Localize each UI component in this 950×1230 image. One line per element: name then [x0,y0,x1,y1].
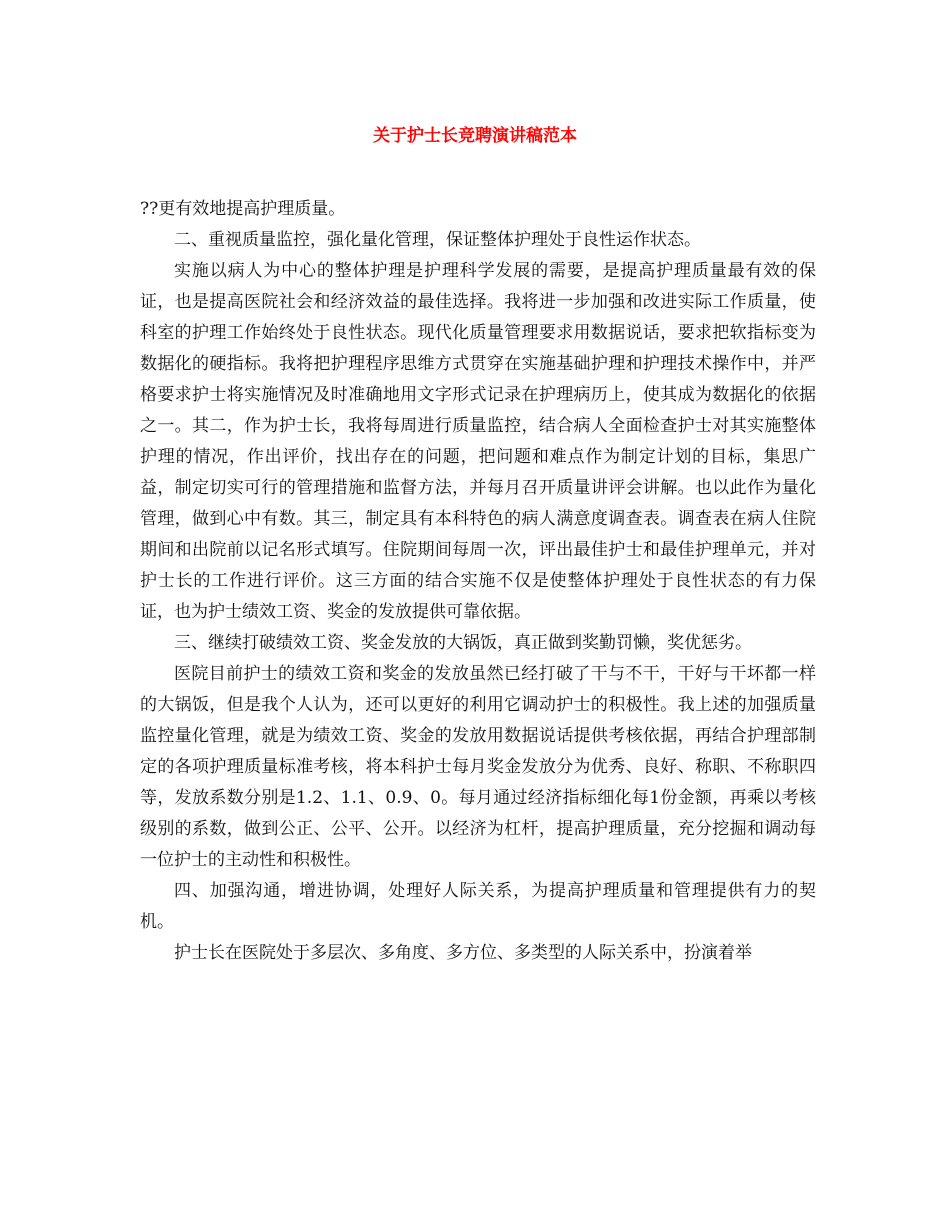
section-heading-3: 三、继续打破绩效工资、奖金发放的大锅饭，真正做到奖勤罚懒，奖优惩劣。 [174,633,752,653]
section-heading-4: 四、加强沟通，增进协调，处理好人际关系，为提高护理质量和管理提供有力的契机。 [140,881,816,932]
paragraph: 医院目前护士的绩效工资和奖金的发放虽然已经打破了干与不干，干好与干坏都一样的大锅饭，但是我个人认为，还可以更好的利用它调动护士的积极性。我上述的加强质量监控量化管理，就是为绩效工资、奖金的发放用数据说话提供考核依据，再结合护理部制定的各项护理质量标准考核，将本科护士每月奖金发放分为优秀、良好、称职、不称职四等，发放系数分别是1.2、1.1、0.9、0。每月通过经济指标细化每1份金额，再乘以考核级别的系数，做到公正、公平、公开。以经济为杠杆，提高护理质量，充分挖掘和调动每一位护士的主动性和积极性。 [140,664,816,870]
paragraph: 实施以病人为中心的整体护理是护理科学发展的需要，是提高护理质量最有效的保证，也是提高医院社会和经济效益的最佳选择。我将进一步加强和改进实际工作质量，使科室的护理工作始终处于良性状态。现代化质量管理要求用数据说话，要求把软指标变为数据化的硬指标。我将把护理程序思维方式贯穿在实施基础护理和护理技术操作中，并严格要求护士将实施情况及时准确地用文字形式记录在护理病历上，使其成为数据化的依据之一。其二，作为护士长，我将每周进行质量监控，结合病人全面检查护士对其实施整体护理的情况，作出评价，找出存在的问题，把问题和难点作为制定计划的目标，集思广益，制定切实可行的管理措施和监督方法，并每月召开质量讲评会讲解。也以此作为量化管理，做到心中有数。其三，制定具有本科特色的病人满意度调查表。调查表在病人住院期间和出院前以记名形式填写。住院期间每周一次，评出最佳护士和最佳护理单元，并对护士长的工作进行评价。这三方面的结合实施不仅是使整体护理处于良性状态的有力保证，也为护士绩效工资、奖金的发放提供可靠依据。 [140,261,816,622]
section-heading-2: 二、重视质量监控，强化量化管理，保证整体护理处于良性运作状态。 [174,230,701,250]
page-title: 关于护士长竞聘演讲稿范本 [373,126,577,146]
paragraph-continuation: ??更有效地提高护理质量。 [140,199,346,219]
paragraph: 护士长在医院处于多层次、多角度、多方位、多类型的人际关系中，扮演着举 [174,943,752,963]
document-body [140,194,816,969]
